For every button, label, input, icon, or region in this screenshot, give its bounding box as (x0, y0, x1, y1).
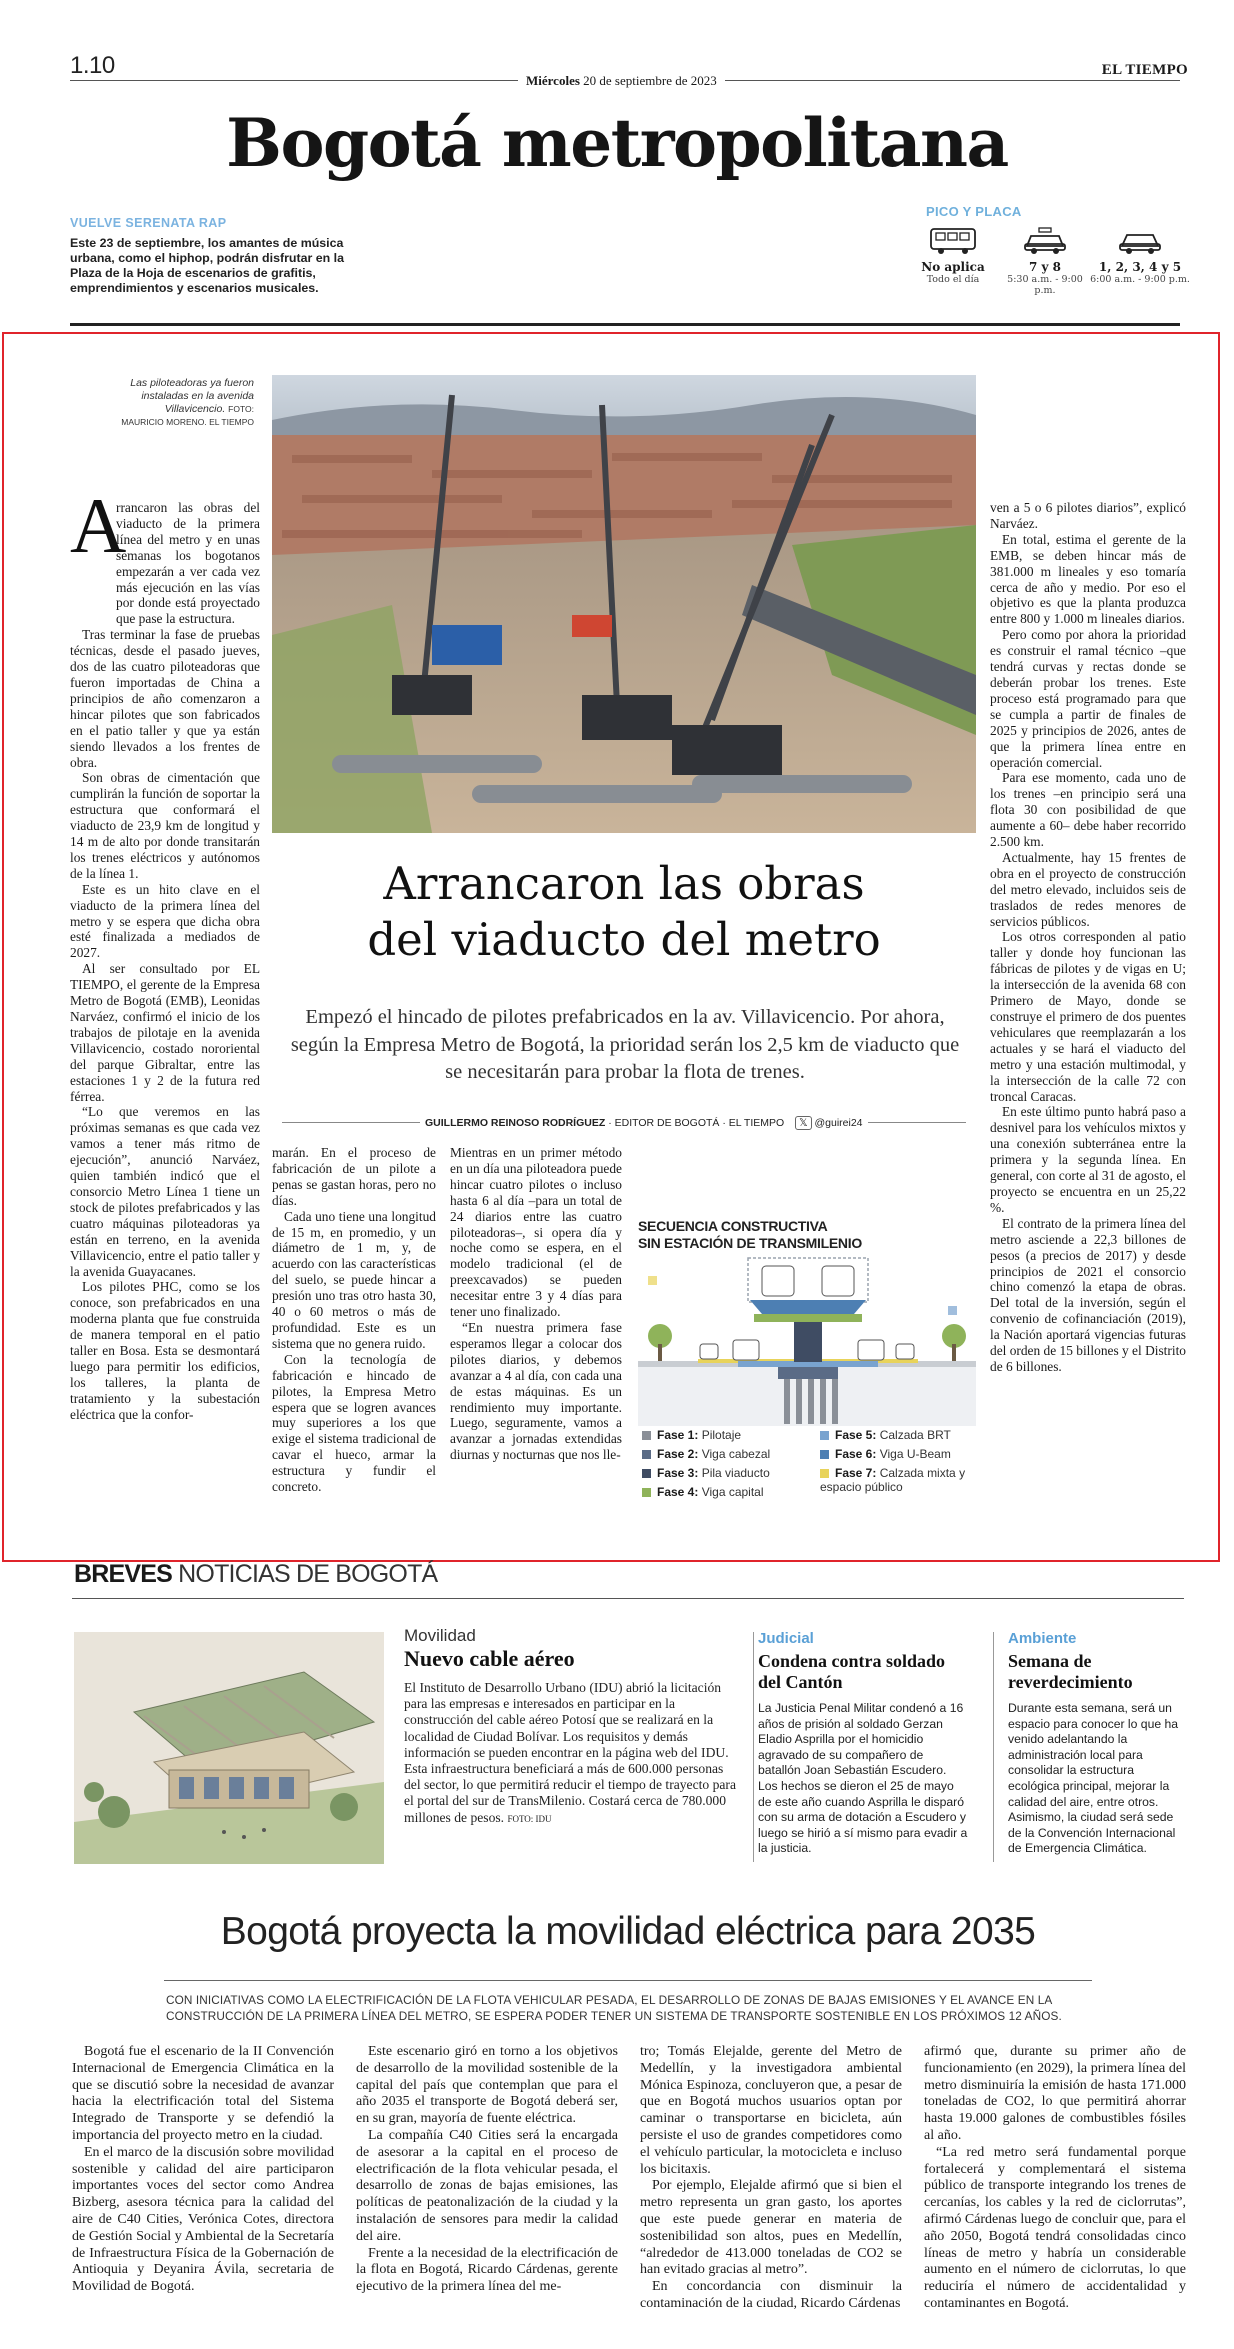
col2-para-2: Cada uno tiene una longitud de 15 m, en promedio, y un diámetro de 1 m, y, de acuerdo con las características del suelo, se puede hincar a presión uno tras otro hasta 30, 40 o 60 metros o más de profundidad. Este es un sistema que no genera ruido. (272, 1208, 436, 1351)
byline-name: GUILLERMO REINOSO RODRÍGUEZ (425, 1117, 606, 1129)
breves-title-light: NOTICIAS DE BOGOTÁ (178, 1560, 438, 1588)
movilidad-headline: Bogotá proyecta la movilidad eléctrica para 2035 (220, 1910, 1036, 1953)
movilidad-deck: CON INICIATIVAS COMO LA ELECTRIFICACIÓN DE LA FLOTA VEHICULAR PESADA, EL DESARROLLO DE ZONAS DE BAJAS EMISIONES Y EL AVANCE EN LA CONSTRUCCIÓN DE LA PRIMERA LÍNEA DEL METRO, SE ESPERA PODER TENER UN SISTEMA DE TRANSPORTE SOSTENIBLE EN LOS PRÓXIMOS 12 AÑOS. (166, 1993, 1062, 2023)
serenata-text: Este 23 de septiembre, los amantes de música urbana, como el hiphop, podrán disfrutar en la Plaza de la Hoja de escenarios de grafitis, emprendimientos y escenarios musicales. (70, 236, 344, 295)
brief-judicial-kicker: Judicial (758, 1630, 814, 1647)
article-col-3 (450, 1145, 622, 1463)
date-day: Miércoles (526, 73, 580, 88)
col1-para-2: Tras terminar la fase de pruebas técnicas, desde el pasado jueves, dos de las cuatro piloteadoras que fueron importadas de China a principios de año comenzaron a hincar pilotes que son fabricados en el patio taller y que ya están siendo llevados a los frentes de obra. (70, 627, 260, 770)
col1-para-1: rrancaron las obras del viaducto de la primera línea del metro y en unas semanas los bogotanos empezarán a ver cada vez más ejecución en las vías por donde está proyectado que pase la estructura. (116, 500, 260, 627)
movilidad-col-4 (924, 2044, 1186, 2313)
col1-para-7: Los pilotes PHC, como se los conoce, son prefabricados en una moderna planta que fue construida de manera temporal en el patio taller en Bosa. Esta se desmontará luego para permitir los edificios, los talleres, la planta de tratamiento y la subestación eléctrica que la confor- (70, 1279, 260, 1422)
col4-para-8: El contrato de la primera línea del metro asciende a 22,3 billones de pesos (a precios de 2017) y desde principios de 2021 el consorcio chino comenzó la etapa de obras. Del total de la inversión, según el convenio de cofinanciación (2019), la Nación aportará vigencias futuras del orden de 15 billones y el Distrito de 6 billones. (990, 1215, 1186, 1374)
pico-placa-title: PICO Y PLACA (926, 204, 1022, 219)
mov-col3-para-1: tro; Tomás Elejalde, gerente del Metro de Medellín, y la investigadora ambiental Mónica Espinoza, concluyeron que, a pesar de que en Bogotá muchos usuarios optan por caminar o transportarse en bicicleta, aún persiste el uso de grandes competidores como el vehículo particular, la motocicleta e incluso los bicitaxis. (640, 2044, 902, 2177)
col4-para-4: Para ese momento, cada uno de los trenes –en principio será una flota 30 con posibilidad de que aumente a 60– debe haber recorrido 2.500 km. (990, 770, 1186, 850)
legend-fase-5: Fase 5: Calzada BRT (820, 1428, 951, 1442)
mov-col3-para-2: Por ejemplo, Elejalde afirmó que si bien el metro representa un gran gasto, los aportes que este puede generar en materia de sostenibilidad son altos, pues en Medellín, “alrededor de 413.000 toneladas de CO2 se han evitado gracias al metro”. (640, 2178, 902, 2278)
headline (272, 856, 976, 968)
legend-fase-4: Fase 4: Viga capital (642, 1485, 764, 1499)
col1-para-5: Al ser consultado por EL TIEMPO, el gerente de la Empresa Metro de Bogotá (EMB), Leonidas Narváez, confirmó el inicio de los trabajos de pilotaje en la avenida Villavicencio, costado nororiental del parque Gibraltar, entre las estaciones 1 y 2 de la futura red férrea. (70, 961, 260, 1104)
article-col-1 (70, 500, 260, 1423)
byline-role: · EDITOR DE BOGOTÁ · EL TIEMPO (608, 1117, 785, 1129)
diagram-title-2: SIN ESTACIÓN DE TRANSMILENIO (638, 1235, 862, 1251)
viaduct-cross-section (638, 1256, 976, 1426)
pico-taxi (1000, 226, 1090, 296)
brief-movilidad-credit: FOTO: IDU (507, 1813, 552, 1824)
brief-ambiente-kicker: Ambiente (1008, 1630, 1077, 1647)
col4-para-7: En este último punto habrá paso a desnivel para los vehículos mixtos y una conexión subterránea entre la primera y la segunda línea. En general, con corte al 31 de agosto, el proyecto se encuentra en un 25,22 %. (990, 1104, 1186, 1215)
brief-judicial-text: La Justicia Penal Militar condenó a 16 años de prisión al soldado Gerzan Eladio Asprilla por el homicidio agravado de su compañero de batallón Joan Sebastián Escudero. Los hechos se dieron el 25 de mayo de este año cuando Asprilla le disparó con su arma de dotación a Escudero y luego se hirió a sí mismo para evadir a la justicia. (758, 1701, 968, 1856)
movilidad-col-2 (356, 2044, 618, 2296)
photo-credit-label: FOTO: (228, 404, 254, 414)
byline-handle: @guirei24 (814, 1117, 863, 1129)
pico-taxi-sub: 5:30 a.m. - 9:00 p.m. (1007, 274, 1083, 296)
mov-col3-para-3: En concordancia con disminuir la contaminación de la ciudad, Ricardo Cárdenas (640, 2279, 902, 2311)
x-social-icon: 𝕏 (795, 1116, 811, 1130)
mov-col2-para-3: Frente a la necesidad de la electrificación de la flota en Bogotá, Ricardo Cárdenas, gerente ejecutivo de la primera línea del me- (356, 2245, 618, 2295)
photo-credit: MAURICIO MORENO. EL TIEMPO (121, 417, 254, 427)
legend-fase-6: Fase 6: Viga U-Beam (820, 1447, 951, 1461)
col1-para-4: Este es un hito clave en el viaducto de la primera línea del metro y se espera que dicha obra esté finalizada a mediados de 2027. (70, 881, 260, 961)
pico-bus-label: No aplica (921, 260, 985, 274)
mov-col1-para-2: En el marco de la discusión sobre movilidad sostenible y calidad del aire participaron importantes voces del sector como Andrea Bizberg, asesora técnica para la calidad del aire de C40 Cities, Verónica Cotes, directora de Gestión Social y Ambiental de la Secretaría de Infraestructura Física de la Gobernación de Antioquia y Deyanira Ávila, secretaria de Movilidad de Bogotá. (72, 2144, 334, 2295)
legend-fase-3: Fase 3: Pila viaducto (642, 1466, 770, 1480)
diagram-title-1: SECUENCIA CONSTRUCTIVA (638, 1218, 828, 1234)
date-rest: 20 de septiembre de 2023 (583, 73, 717, 88)
headline-line-2: del viaducto del metro (367, 913, 881, 966)
movilidad-col-3 (640, 2044, 902, 2313)
bus-icon (928, 226, 978, 256)
brief-ambiente (1008, 1630, 1186, 1857)
breves-title-bold: BREVES (74, 1560, 173, 1588)
pico-bus-sub: Todo el día (926, 274, 980, 285)
construction-photo (272, 375, 976, 833)
breves-title (74, 1560, 437, 1589)
col2-para-1: marán. En el proceso de fabricación de un pilote a penas se gastan horas, pero no días. (272, 1145, 436, 1208)
brief-judicial (758, 1630, 968, 1857)
mov-col2-para-1: Este escenario giró en torno a los objetivos de desarrollo de la movilidad sostenible de la capital del país que contemplan que para el año 2035 el transporte de Bogotá deberá ser, en su gran, mayoría de fuente eléctrica. (356, 2044, 618, 2127)
mov-col1-para-1: Bogotá fue el escenario de la II Convención Internacional de Emergencia Climática en la que se discutió sobre la necesidad de avanzar hacia la electrificación total del Sistema Integrado de Transporte y se defendió la importancia del proyecto metro en la ciudad. (72, 2044, 334, 2143)
pico-car-label: 1, 2, 3, 4 y 5 (1098, 260, 1182, 274)
legend-fase-2: Fase 2: Viga cabezal (642, 1447, 770, 1461)
col4-para-2: En total, estima el gerente de la EMB, se deben hincar más de 381.000 m lineales y eso tomaría cerca de año y medio. Por eso el objetivo es que la planta produzca entre 800 y 1.000 m lineales diarios. (990, 531, 1186, 627)
movilidad-col-1 (72, 2044, 334, 2296)
brief-movilidad-text: El Instituto de Desarrollo Urbano (IDU) abrió la licitación para las empresas e interesados en participar en la construcción del cable aéreo Potosí que se realizará en la localidad de Ciudad Bolívar. Los requisitos y demás información se pueden encontrar en la página web del IDU. Esta infraestructura beneficiará a más de 600.000 personas del sector, lo que permitirá reducir el tiempo de trayecto para el portal del sur de TransMilenio. Costará cerca de 780.000 millones de pesos. FOTO: IDU (404, 1680, 736, 1825)
pico-car (1090, 226, 1190, 285)
col4-para-5: Actualmente, hay 15 frentes de obra en el proyecto de construcción del metro elevado, incluidos seis de traslados de redes menores de servicios públicos. (990, 849, 1186, 929)
section-title: Bogotá metropolitana (226, 104, 1008, 182)
brief-judicial-headline: Condena contra soldado del Cantón (758, 1651, 946, 1692)
serenata-kicker: VUELVE SERENATA RAP (70, 216, 227, 230)
cable-aereo-render (74, 1632, 384, 1864)
brief-movilidad (404, 1626, 742, 1827)
mov-col4-para-1: afirmó que, durante su primer año de funcionamiento (en 2029), la primera línea del metro disminuiría la emisión de hasta 171.000 toneladas de CO2, lo que permitirá ahorrar hasta 19.000 galones de combustibles fósiles al año. (924, 2044, 1186, 2143)
col3-para-2: “En nuestra primera fase esperamos llegar a colocar dos pilotes diarios, y debemos avanzar a 4 al día, con cada una de estas máquinas. Es un rendimiento muy importante. Luego, seguramente, vamos a avanzar a jornadas extendidas diurnas y nocturnas que nos lle- (450, 1319, 622, 1463)
brief-movilidad-headline: Nuevo cable aéreo (404, 1646, 575, 1671)
col1-para-3: Son obras de cimentación que cumplirán la función de soportar la estructura que conformará el viaducto de 23,9 km de longitud y 14 m de alto por donde transitarán los trenes eléctricos y autónomos de la línea 1. (70, 770, 260, 881)
page-number: 1.10 (70, 52, 115, 79)
col1-para-6: “Lo que veremos en las próximas semanas es que cada vez vamos a tener más ritmo de ejecución”, anunció Narváez, quien también indicó que el consorcio Metro Línea 1 tiene un stock de pilotes prefabricados y las cuatro máquinas piloteadoras ya están en terreno, en la avenida Villavicencio, entre el patio taller y la avenida Guayacanes. (70, 1104, 260, 1279)
pico-bus (918, 226, 988, 285)
date-line (518, 73, 725, 89)
mov-col2-para-2: La compañía C40 Cities será la encargada de asesorar a la capital en el proceso de electrificación de la flota vehicular pesada, el desarrollo de zonas de bajas emisiones, las políticas de peatonalización de la ciudad y la instalación de sensores para medir la calidad del aire. (356, 2127, 618, 2244)
car-icon (1117, 226, 1163, 256)
pico-taxi-label: 7 y 8 (1028, 260, 1062, 274)
col4-para-3: Pero como por ahora la prioridad es construir el ramal técnico –que tendrá curvas y rectas donde se deberán probar los trenes. Este proceso está programado para que se cumpla a partir de finales de 2025 y principios de 2026, antes de que la primera línea entre en operación comercial. (990, 627, 1186, 770)
brief-movilidad-kicker: Movilidad (404, 1626, 476, 1645)
photo-caption (120, 377, 254, 429)
mov-col4-para-2: “La red metro será fundamental porque fortalecerá y complementará el sistema público de transporte integrando los trenes de cercanías, los cables y la red de ciclorrutas”, afirmó Cárdenas luego de concluir que, para el año 2050, Bogotá tendrá consolidadas cinco líneas de metro y habría un considerable aumento en el número de ciclorrutas, lo que reduciría el número de accidentalidad y contaminantes en Bogotá. (924, 2144, 1187, 2311)
construction-diagram (638, 1218, 976, 1538)
legend-fase-1: Fase 1: Pilotaje (642, 1428, 741, 1442)
taxi-icon (1022, 226, 1068, 256)
article-col-4 (990, 500, 1186, 1375)
article-col-2 (272, 1145, 436, 1495)
dropcap: A (70, 482, 127, 569)
brief-ambiente-text: Durante esta semana, será un espacio para conocer lo que ha venido adelantando la administración local para consolidar la estructura ecológica principal, mejorar la calidad del aire, entre otros. Asimismo, la ciudad será sede de la Convención Internacional de Emergencia Climática. (1008, 1701, 1179, 1856)
brief-ambiente-headline: Semana de reverdecimiento (1008, 1651, 1133, 1692)
byline (420, 1117, 868, 1129)
legend-fase-7: Fase 7: Calzada mixta y espacio público (820, 1466, 966, 1494)
pico-car-sub: 6:00 a.m. - 9:00 p.m. (1090, 274, 1190, 285)
photo-caption-text: Las piloteadoras ya fueron instaladas en la avenida Villavicencio. (130, 377, 254, 415)
deck: Empezó el hincado de pilotes prefabricados en la av. Villavicencio. Por ahora, según la Empresa Metro de Bogotá, la prioridad serán los 2,5 km de viaducto que se necesitarán para probar la flota de trenes. (290, 1006, 960, 1083)
headline-line-1: Arrancaron las obras (383, 857, 865, 910)
col3-para-1: Mientras en un primer método en un día una piloteadora puede hincar cuatro pilotes o incluso hasta 6 al día –para un total de 24 diarios entre las cuatro piloteadoras–, si opera día y noche como se espera, en el modelo tradicional (el de preexcavados) se pueden necesitar entre 3 y 4 días para tener uno finalizado. (450, 1145, 622, 1320)
col4-para-6: Los otros corresponden al patio taller y donde hoy funcionan las fábricas de pilotes y de vigas en U; la intersección de la avenida 68 con Primero de Mayo, donde se construye el primero de dos puentes vehiculares que reemplazarán a los actuales y se hará el viaducto del metro y una estación multimodal, y la intersección de la calle 72 con troncal Caracas. (990, 929, 1186, 1104)
brand-logo: EL TIEMPO (1096, 62, 1188, 79)
col2-para-3: Con la tecnología de fabricación e hincado de pilotes, la Empresa Metro espera que se logren avances muy superiores a los que exige el sistema tradicional de cavar el hueco, armar la estructura y fundir el concreto. (272, 1351, 436, 1495)
col4-para-1: ven a 5 o 6 pilotes diarios”, explicó Narváez. (990, 500, 1186, 531)
